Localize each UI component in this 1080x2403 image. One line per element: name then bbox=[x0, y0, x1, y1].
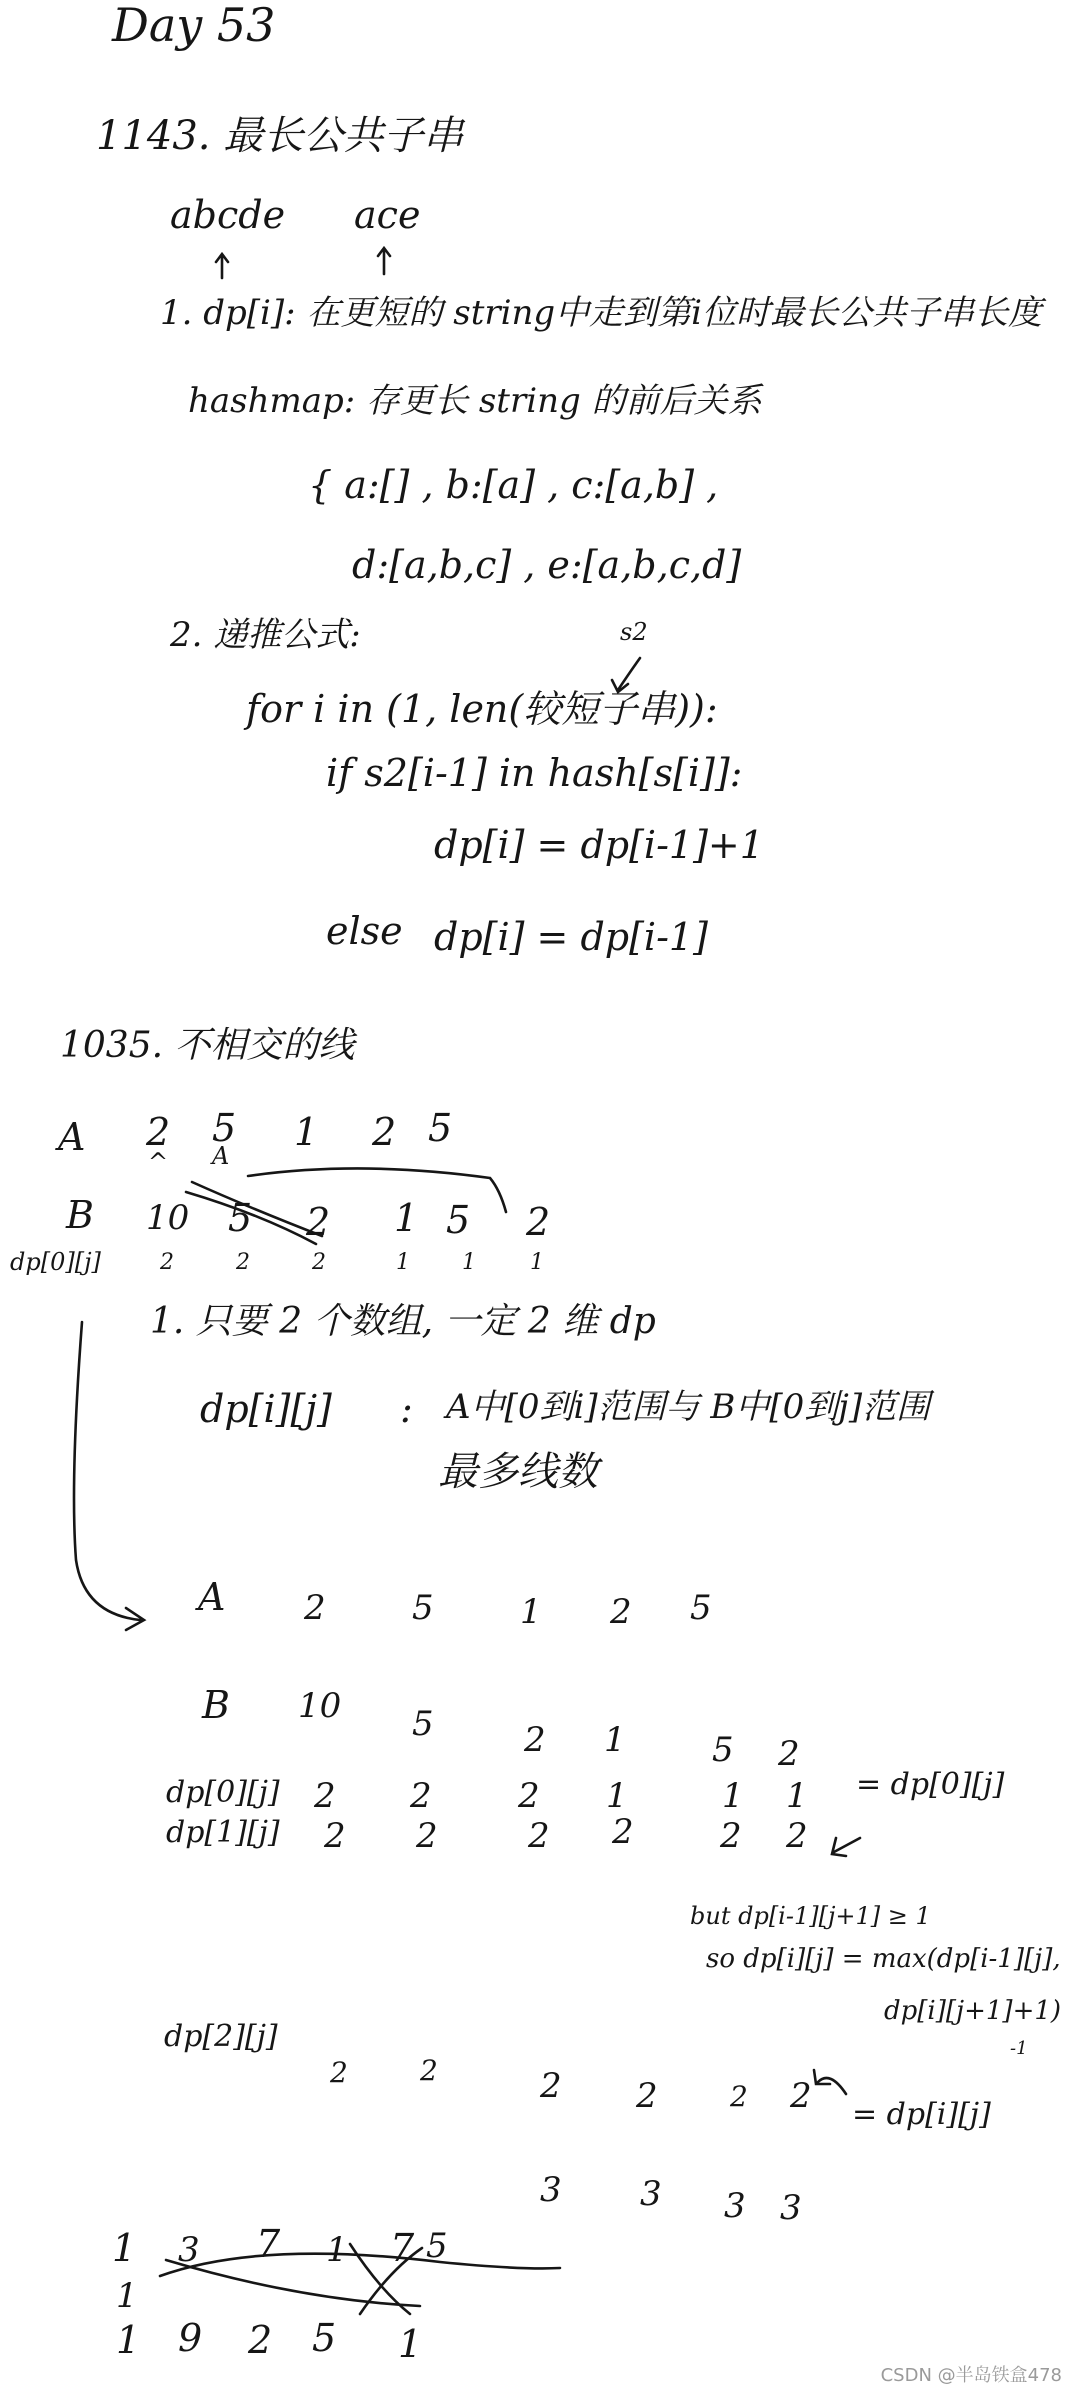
problem-1143-title: 1143. 最长公共子串 bbox=[96, 113, 464, 159]
table-dp0-value: 1 bbox=[786, 1776, 808, 1816]
table-b-value: 5 bbox=[412, 1704, 434, 1744]
dp-def-line2: 最多线数 bbox=[438, 1449, 598, 1495]
table-a-value: 2 bbox=[610, 1592, 632, 1632]
table-dp0-value: 2 bbox=[518, 1776, 540, 1816]
array-b-value: 1 bbox=[394, 1196, 419, 1240]
table-b-value: 2 bbox=[524, 1720, 546, 1760]
minus-one-note: -1 bbox=[1010, 2038, 1028, 2059]
extra-row-value: 3 bbox=[780, 2188, 802, 2228]
bottom-bottom-value: 1 bbox=[116, 2318, 141, 2362]
hashmap-definition: hashmap: 存更长 string 的前后关系 bbox=[188, 381, 762, 421]
table-dp2-label: dp[2][j] bbox=[164, 2019, 278, 2054]
if-condition-line: if s2[i-1] in hash[s[i]]: bbox=[326, 751, 743, 795]
so-line-2: dp[i][j+1]+1) bbox=[884, 1996, 1062, 2026]
bottom-top-value: 3 bbox=[178, 2230, 200, 2270]
bottom-bottom-value: 5 bbox=[312, 2316, 337, 2360]
bottom-mid-value: 1 bbox=[116, 2276, 138, 2316]
table-dp2-value: 2 bbox=[730, 2080, 748, 2113]
csdn-watermark: CSDN @半岛铁盒478 bbox=[880, 2365, 1062, 2386]
table-dp2-value: 2 bbox=[540, 2066, 562, 2106]
dp-then-line: dp[i] = dp[i-1]+1 bbox=[434, 823, 764, 867]
but-line: but dp[i-1][j+1] ≥ 1 bbox=[690, 1902, 931, 1930]
dp-def-value: A中[0到i]范围与 B中[0到j]范围 bbox=[446, 1387, 931, 1427]
table-b-value: 1 bbox=[604, 1720, 626, 1760]
array-b-value: 10 bbox=[146, 1198, 190, 1238]
problem-1035-title: 1035. 不相交的线 bbox=[60, 1025, 355, 1066]
table-dp2-value: 2 bbox=[790, 2076, 812, 2116]
array-b-value: 5 bbox=[228, 1196, 253, 1240]
array-a-value: 2 bbox=[372, 1110, 397, 1154]
table-b-value: 2 bbox=[778, 1734, 800, 1774]
extra-row-value: 3 bbox=[640, 2174, 662, 2214]
dp0-value: 1 bbox=[396, 1250, 410, 1275]
dp0-value: 2 bbox=[312, 1250, 326, 1275]
bottom-bottom-value: 2 bbox=[248, 2318, 273, 2362]
caret-mark-2: A bbox=[212, 1142, 230, 1170]
table-b-label: B bbox=[202, 1683, 230, 1727]
table-dp1-value: 2 bbox=[416, 1816, 438, 1856]
dp-else-line: dp[i] = dp[i-1] bbox=[434, 915, 708, 959]
table-dp1-value: 2 bbox=[528, 1816, 550, 1856]
array-b-value: 2 bbox=[306, 1200, 331, 1244]
so-line: so dp[i][j] = max(dp[i-1][j], bbox=[706, 1944, 1061, 1974]
array-a-value: 5 bbox=[212, 1106, 237, 1150]
dp0-value: 2 bbox=[236, 1250, 250, 1275]
extra-row-value: 3 bbox=[540, 2170, 562, 2210]
table-a-label: A bbox=[198, 1575, 226, 1619]
array-b-label: B bbox=[66, 1193, 94, 1237]
dp-def-key: dp[i][j] bbox=[200, 1387, 332, 1431]
array-a-value: 2 bbox=[146, 1110, 171, 1154]
array-a-value: 5 bbox=[428, 1106, 453, 1150]
table-dp2-value: 2 bbox=[420, 2054, 438, 2087]
for-loop-line: for i in (1, len(较短子串)): bbox=[246, 687, 718, 731]
dp0-equals-note: = dp[0][j] bbox=[856, 1767, 1005, 1802]
hashmap-line-2: d:[a,b,c] , e:[a,b,c,d] bbox=[352, 543, 742, 587]
dp0-value: 1 bbox=[462, 1250, 476, 1275]
bottom-top-value: 7 bbox=[390, 2226, 415, 2270]
array-b-value: 5 bbox=[446, 1198, 471, 1242]
table-dp2-value: 2 bbox=[636, 2076, 658, 2116]
table-dp0-label: dp[0][j] bbox=[166, 1775, 280, 1810]
bottom-bottom-value: 1 bbox=[398, 2322, 423, 2366]
bottom-bottom-value: 9 bbox=[178, 2316, 203, 2360]
dp0-value: 2 bbox=[160, 1250, 174, 1275]
table-b-value: 5 bbox=[712, 1730, 734, 1770]
table-dp2-value: 2 bbox=[330, 2056, 348, 2089]
bottom-top-value: 1 bbox=[112, 2226, 137, 2270]
table-dp0-value: 1 bbox=[606, 1776, 628, 1816]
table-dp0-value: 1 bbox=[722, 1776, 744, 1816]
table-dp1-value: 2 bbox=[324, 1816, 346, 1856]
table-a-value: 1 bbox=[520, 1592, 542, 1632]
bottom-top-value: 5 bbox=[426, 2226, 448, 2266]
table-dp1-value: 2 bbox=[720, 1816, 742, 1856]
table-dp0-value: 2 bbox=[410, 1776, 432, 1816]
bottom-top-value: 1 bbox=[326, 2230, 348, 2270]
dp2-equals-note: = dp[i][j] bbox=[852, 2097, 991, 2132]
p2-step1: 1. 只要 2 个数组, 一定 2 维 dp bbox=[150, 1301, 656, 1342]
table-dp0-value: 2 bbox=[314, 1776, 336, 1816]
else-keyword: else bbox=[326, 909, 403, 953]
example-string-b: ace bbox=[354, 193, 421, 237]
dp0-row-label: dp[0][j] bbox=[10, 1248, 101, 1276]
bottom-top-value: 7 bbox=[256, 2222, 281, 2266]
table-dp1-value: 2 bbox=[786, 1816, 808, 1856]
day-title: Day 53 bbox=[112, 0, 276, 52]
dp-def-colon: : bbox=[400, 1387, 413, 1431]
table-a-value: 5 bbox=[690, 1588, 712, 1628]
table-dp1-label: dp[1][j] bbox=[166, 1815, 280, 1850]
step2-title: 2. 递推公式: bbox=[170, 615, 361, 655]
table-a-value: 2 bbox=[304, 1588, 326, 1628]
s2-annotation: s2 bbox=[620, 618, 648, 646]
array-a-value: 1 bbox=[294, 1110, 319, 1154]
table-dp1-value: 2 bbox=[612, 1812, 634, 1852]
table-a-value: 5 bbox=[412, 1588, 434, 1628]
table-b-value: 10 bbox=[298, 1686, 342, 1726]
example-string-a: abcde bbox=[170, 193, 286, 237]
array-b-value: 2 bbox=[526, 1200, 551, 1244]
caret-mark: ^ bbox=[148, 1148, 169, 1176]
step1-definition: 1. dp[i]: 在更短的 string中走到第i位时最长公共子串长度 bbox=[160, 293, 1043, 333]
array-a-label: A bbox=[58, 1115, 86, 1159]
extra-row-value: 3 bbox=[724, 2186, 746, 2226]
dp0-value: 1 bbox=[530, 1250, 544, 1275]
hashmap-line-1: { a:[] , b:[a] , c:[a,b] , bbox=[308, 463, 719, 507]
